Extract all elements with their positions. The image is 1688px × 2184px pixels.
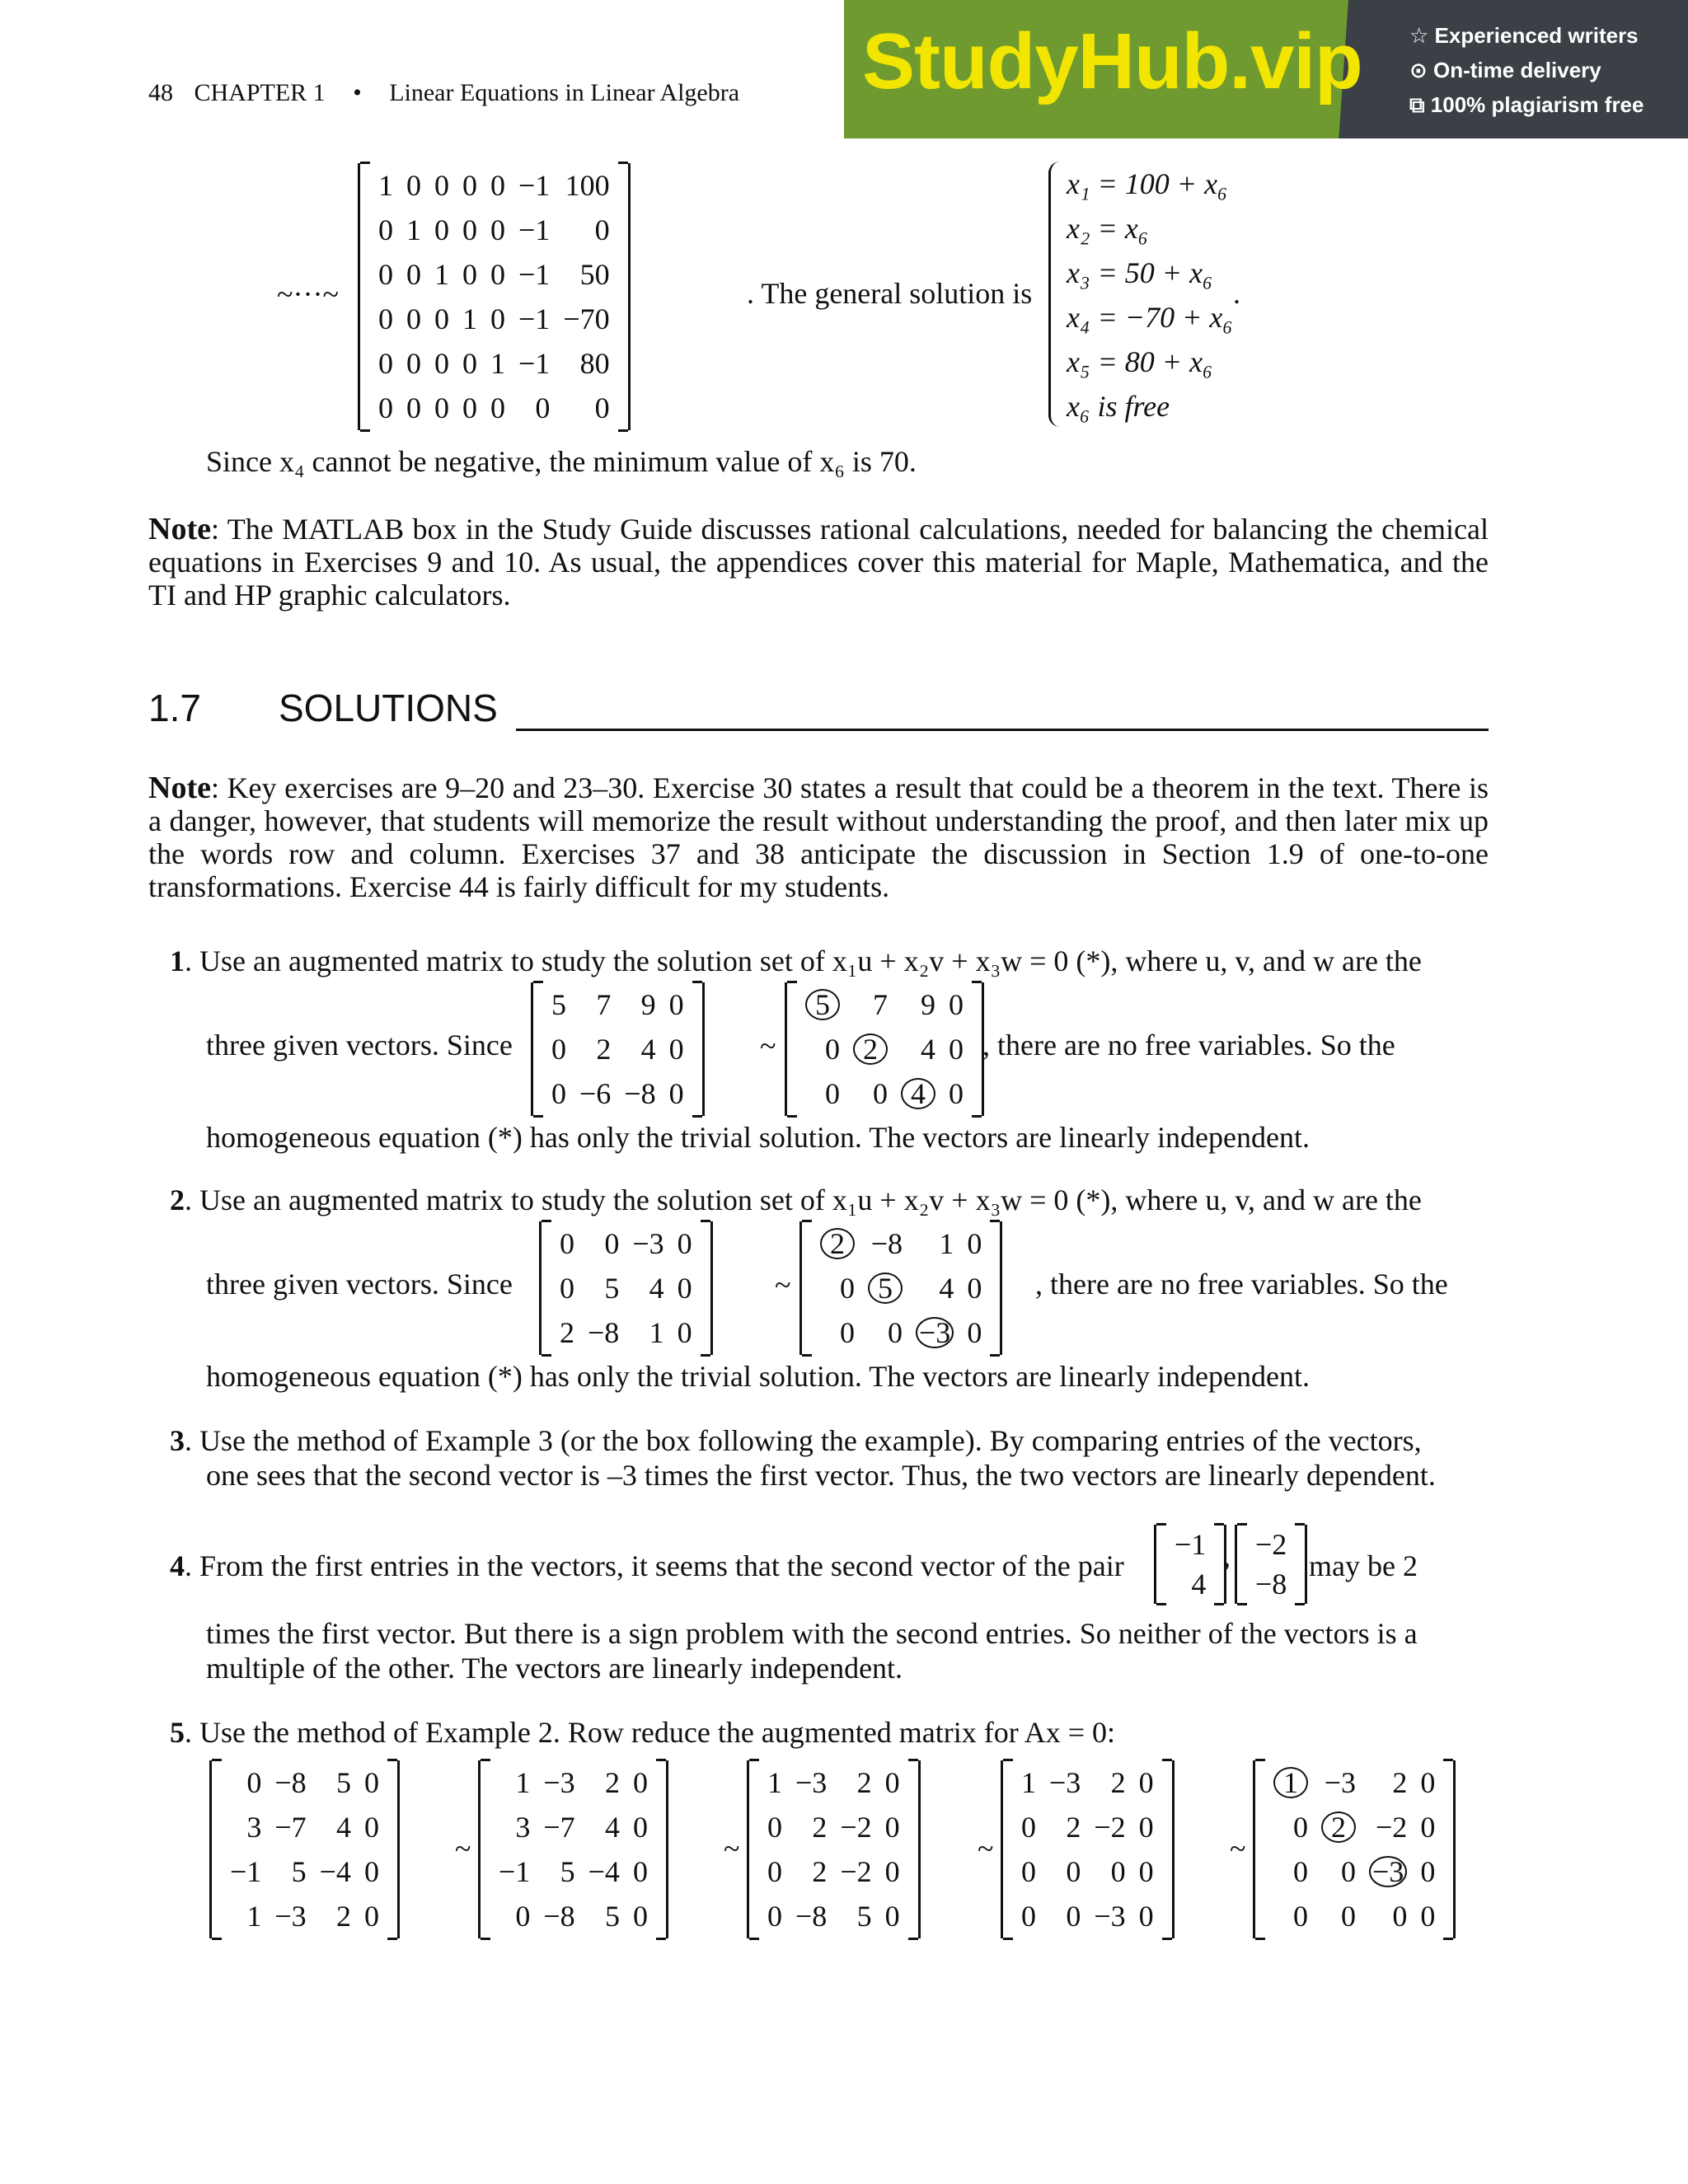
matrix-entry: 0 <box>767 1855 782 1888</box>
matrix-entry: 4 <box>335 1811 351 1844</box>
pivot-entry: −3 <box>1362 1849 1414 1894</box>
matrix-entry: 0 <box>462 347 477 380</box>
matrix-entry: 0 <box>1293 1900 1308 1933</box>
matrix-entry: 4 <box>604 1811 620 1844</box>
matrix-entry: 2 <box>560 1316 574 1349</box>
matrix-entry: −3 <box>1094 1900 1126 1933</box>
pivot-entry: 1 <box>1267 1760 1315 1805</box>
matrix-entry: 0 <box>434 302 449 335</box>
matrix-entry: 1 <box>246 1900 262 1933</box>
pivot-entry: 4 <box>894 1071 942 1116</box>
matrix-entry: −1 <box>518 347 551 380</box>
matrix-entry: 0 <box>1420 1900 1436 1933</box>
exercise-2-lead: three given vectors. Since <box>206 1268 513 1301</box>
matrix-entry: 0 <box>1138 1811 1154 1844</box>
matrix-entry: 0 <box>246 1766 262 1799</box>
matrix-entry: 0 <box>462 391 477 424</box>
matrix-entry: 0 <box>1021 1811 1036 1844</box>
solution-period: . <box>1233 277 1240 310</box>
exercise-4-line3: multiple of the other. The vectors are linearly independent. <box>206 1652 903 1685</box>
matrix-entry: 4 <box>921 1033 935 1066</box>
pivot-entry: 5 <box>799 982 846 1027</box>
matrix-entry: 4 <box>640 1033 656 1066</box>
tilde-symbol: ~ <box>724 1832 740 1865</box>
pivot-entry: 2 <box>846 1027 894 1071</box>
chapter-title: Linear Equations in Linear Algebra <box>389 79 740 106</box>
pivot-entry: 2 <box>1315 1805 1362 1849</box>
tilde-chain: ~···~ <box>277 278 339 311</box>
exercise-5-matrix-2 <box>478 1760 668 1938</box>
reduced-matrix <box>358 163 631 430</box>
exercise-1-conclusion: homogeneous equation (*) has only the trivial solution. The vectors are linearly independent. <box>206 1121 1310 1154</box>
general-solution-label: . The general solution is <box>747 277 1033 310</box>
matrix-entry: 0 <box>1110 1855 1126 1888</box>
exercise-number: 5 <box>170 1716 185 1749</box>
matrix-entry: 0 <box>668 1077 684 1110</box>
matrix-entry: −2 <box>1255 1528 1287 1561</box>
matrix-entry: −70 <box>563 302 610 335</box>
solution-line: x₂ = x₆ <box>1067 212 1149 245</box>
note-label: Note <box>148 512 211 546</box>
matrix-entry: −1 <box>518 258 551 291</box>
matrix-entry: 0 <box>1021 1855 1036 1888</box>
matrix-entry: 0 <box>1420 1811 1436 1844</box>
matrix-entry: 0 <box>490 169 505 202</box>
matrix-entry: 0 <box>560 1272 574 1305</box>
matrix-entry: 0 <box>949 988 964 1021</box>
matrix-entry: −2 <box>1376 1811 1408 1844</box>
matrix-entry: 2 <box>596 1033 612 1066</box>
matrix-entry: 4 <box>939 1272 954 1305</box>
exercise-number: 4 <box>170 1549 185 1582</box>
matrix-entry: −3 <box>795 1766 828 1799</box>
exercise-1-after: , there are no free variables. So the <box>982 1029 1395 1062</box>
exercise-5-matrix-3 <box>747 1760 921 1938</box>
matrix-entry: 0 <box>767 1811 782 1844</box>
matrix-entry: 1 <box>515 1766 531 1799</box>
matrix-entry: 1 <box>649 1316 664 1349</box>
tilde-symbol: ~ <box>978 1832 994 1865</box>
matrix-entry: −4 <box>319 1855 351 1888</box>
matrix-entry: 0 <box>884 1811 900 1844</box>
matrix-entry: 0 <box>378 391 393 424</box>
matrix-entry: 0 <box>677 1227 692 1260</box>
matrix-entry: 0 <box>434 213 449 246</box>
matrix-entry: 0 <box>434 347 449 380</box>
solution-brace <box>1048 162 1062 427</box>
matrix-entry: 0 <box>594 213 610 246</box>
exercise-2-conclusion: homogeneous equation (*) has only the trivial solution. The vectors are linearly independent. <box>206 1360 1310 1393</box>
matrix-entry: 0 <box>840 1316 855 1349</box>
exercise-5-matrix-4 <box>1001 1760 1175 1938</box>
matrix-entry: 2 <box>604 1766 620 1799</box>
tilde-symbol: ~ <box>1230 1832 1246 1865</box>
matrix-entry: −4 <box>588 1855 620 1888</box>
section-number: 1.7 <box>148 687 201 729</box>
matrix-entry: 0 <box>1138 1766 1154 1799</box>
matrix-entry: 2 <box>335 1900 351 1933</box>
page-number: 48 <box>148 79 173 106</box>
matrix-entry: 0 <box>604 1227 620 1260</box>
matrix-entry: 3 <box>246 1811 262 1844</box>
matrix-entry: −8 <box>543 1900 575 1933</box>
matrix-entry: 1 <box>490 347 505 380</box>
matrix-entry: 9 <box>921 988 935 1021</box>
matrix-entry: 0 <box>1066 1900 1081 1933</box>
matrix-entry: 2 <box>812 1855 828 1888</box>
matrix-entry: 4 <box>1191 1568 1207 1601</box>
matrix-entry: 4 <box>649 1272 664 1305</box>
matrix-entry: −1 <box>518 169 551 202</box>
feature-on-time-delivery: ⊙ On-time delivery <box>1409 58 1601 82</box>
exercise-4-after: may be 2 <box>1309 1549 1418 1582</box>
matrix-entry: −1 <box>518 302 551 335</box>
matrix-entry: −7 <box>274 1811 307 1844</box>
matrix-entry: 0 <box>490 258 505 291</box>
matrix-entry: 1 <box>767 1766 782 1799</box>
matrix-entry: 0 <box>873 1077 888 1110</box>
feature-plagiarism-free: ⧉ 100% plagiarism free <box>1409 92 1644 117</box>
exercise-2-matrix-b <box>799 1221 1002 1355</box>
matrix-entry: 0 <box>462 258 477 291</box>
matrix-entry: 0 <box>434 169 449 202</box>
exercise-number: 1 <box>170 944 185 977</box>
exercise-5-matrix-5 <box>1253 1760 1456 1938</box>
tilde-symbol: ~ <box>760 1029 776 1062</box>
matrix-entry: 1 <box>406 213 421 246</box>
matrix-entry: 7 <box>873 988 888 1021</box>
matrix-entry: 0 <box>363 1855 379 1888</box>
matrix-entry: 0 <box>363 1811 379 1844</box>
matrix-entry: −3 <box>543 1766 575 1799</box>
matrix-entry: 0 <box>1066 1855 1081 1888</box>
matrix-entry: 7 <box>596 988 612 1021</box>
matrix-entry: 2 <box>1392 1766 1408 1799</box>
matrix-entry: 0 <box>632 1766 648 1799</box>
exercise-1-matrix-a <box>531 982 705 1116</box>
matrix-entry: 1 <box>434 258 449 291</box>
vector-comma: , <box>1223 1540 1231 1572</box>
matrix-entry: 5 <box>335 1766 351 1799</box>
pivot-entry: 5 <box>861 1266 909 1310</box>
matrix-entry: 9 <box>640 988 656 1021</box>
matrix-entry: −2 <box>840 1855 872 1888</box>
matrix-entry: −3 <box>274 1900 307 1933</box>
matrix-entry: 0 <box>462 169 477 202</box>
solution-line: x₅ = 80 + x₆ <box>1067 345 1213 378</box>
matrix-entry: 0 <box>632 1900 648 1933</box>
matrix-entry: −3 <box>1324 1766 1356 1799</box>
matrix-entry: 1 <box>462 302 477 335</box>
matrix-entry: 80 <box>579 347 610 380</box>
matrix-entry: −8 <box>795 1900 828 1933</box>
matrix-entry: 5 <box>560 1855 575 1888</box>
solution-line: x₃ = 50 + x₆ <box>1067 256 1213 289</box>
matrix-entry: 0 <box>515 1900 531 1933</box>
matrix-entry: −8 <box>870 1227 903 1260</box>
matrix-entry: 0 <box>668 988 684 1021</box>
matrix-entry: 0 <box>677 1272 692 1305</box>
exercise-3-line1: 3. Use the method of Example 3 (or the box following the example). By comparing entries of the vectors, <box>170 1424 1422 1457</box>
matrix-entry: 0 <box>434 391 449 424</box>
matrix-entry: 0 <box>406 347 421 380</box>
matrix-entry: 0 <box>1293 1855 1308 1888</box>
matrix-entry: 0 <box>825 1077 840 1110</box>
matrix-entry: 0 <box>1420 1766 1436 1799</box>
matrix-entry: 0 <box>1341 1855 1356 1888</box>
matrix-entry: 0 <box>632 1811 648 1844</box>
matrix-entry: 0 <box>378 347 393 380</box>
matrix-entry: 1 <box>1021 1766 1036 1799</box>
exercise-2-line1: 2. Use an augmented matrix to study the solution set of x₁u + x₂v + x₃w = 0 (*), where u, v, and w are the <box>170 1183 1422 1216</box>
note-label: Note <box>148 771 211 805</box>
exercise-3-line2: one sees that the second vector is –3 times the first vector. Thus, the two vectors are linearly dependent. <box>206 1459 1436 1492</box>
since-statement: Since x₄ cannot be negative, the minimum value of x₆ is 70. <box>206 445 917 478</box>
exercise-4-vector-a <box>1154 1525 1226 1604</box>
matrix-entry: 0 <box>949 1077 964 1110</box>
exercise-number: 2 <box>170 1183 185 1216</box>
matrix-entry: 0 <box>406 169 421 202</box>
pivot-entry: 2 <box>814 1221 861 1266</box>
matrix-entry: 5 <box>604 1900 620 1933</box>
matrix-entry: 0 <box>462 213 477 246</box>
note-text: : The MATLAB box in the Study Guide discusses rational calculations, needed for balancing the chemical equations in Exercises 9 and 10. As usual, the appendices cover this material for Maple, Mathematica, and the TI and HP graphic calculators. <box>148 513 1489 612</box>
general-solution <box>1067 162 1233 429</box>
studyhub-banner[interactable] <box>844 0 1688 138</box>
matrix-entry: 0 <box>1138 1855 1154 1888</box>
matrix-entry: 0 <box>888 1316 903 1349</box>
feature-experienced-writers: ☆ Experienced writers <box>1409 23 1639 48</box>
tilde-symbol: ~ <box>775 1268 791 1301</box>
matrix-entry: 0 <box>1138 1900 1154 1933</box>
solution-line: x₆ is free <box>1067 390 1170 423</box>
solution-line: x₄ = −70 + x₆ <box>1067 301 1233 334</box>
chapter-label: CHAPTER 1 <box>194 79 326 106</box>
matrix-entry: 0 <box>406 302 421 335</box>
matrix-entry: 0 <box>884 1855 900 1888</box>
exercise-5-line1: 5. Use the method of Example 2. Row reduce the augmented matrix for Ax = 0: <box>170 1716 1116 1749</box>
matrix-entry: 0 <box>840 1272 855 1305</box>
matrix-entry: 0 <box>363 1766 379 1799</box>
matrix-entry: 0 <box>490 391 505 424</box>
matrix-entry: 0 <box>535 391 551 424</box>
matrix-entry: 0 <box>363 1900 379 1933</box>
matrix-entry: −1 <box>499 1855 531 1888</box>
matrix-entry: 0 <box>949 1033 964 1066</box>
matrix-entry: 50 <box>579 258 610 291</box>
section-rule <box>516 729 1489 731</box>
matrix-entry: −3 <box>1049 1766 1081 1799</box>
matrix-entry: −3 <box>632 1227 664 1260</box>
matrix-entry: −1 <box>518 213 551 246</box>
matrix-entry: 1 <box>378 169 393 202</box>
solution-line: x₁ = 100 + x₆ <box>1067 167 1228 200</box>
matrix-entry: 2 <box>1066 1811 1081 1844</box>
exercise-1-line1: 1. Use an augmented matrix to study the solution set of x₁u + x₂v + x₃w = 0 (*), where u, v, and w are the <box>170 944 1422 977</box>
matrix-entry: −8 <box>588 1316 620 1349</box>
matrix-entry: 0 <box>378 302 393 335</box>
matrix-entry: −8 <box>274 1766 307 1799</box>
matrix-entry: −8 <box>1255 1568 1287 1601</box>
matrix-entry: 2 <box>856 1766 872 1799</box>
matrix-entry: 0 <box>1021 1900 1036 1933</box>
exercise-5-matrix-1 <box>209 1760 400 1938</box>
matrix-entry: 0 <box>1341 1900 1356 1933</box>
matrix-entry: 2 <box>812 1811 828 1844</box>
matrix-entry: −7 <box>543 1811 575 1844</box>
matrix-entry: 0 <box>967 1272 982 1305</box>
matrix-entry: 0 <box>632 1855 648 1888</box>
section-title: SOLUTIONS <box>279 687 498 729</box>
note-text: : Key exercises are 9–20 and 23–30. Exercise 30 states a result that could be a theorem in the text. There is a danger, however, that students will memorize the result without understanding the proof, and then later mix up the words row and column. Exercises 37 and 38 anticipate the discussion in Section 1.9 of one-to-one transformations. Exercise 44 is fairly difficult for my students. <box>148 771 1489 903</box>
note-matlab <box>148 513 1489 612</box>
matrix-entry: 0 <box>967 1316 982 1349</box>
matrix-entry: 0 <box>490 302 505 335</box>
matrix-entry: 0 <box>490 213 505 246</box>
matrix-entry: −8 <box>624 1077 656 1110</box>
running-header <box>148 79 739 107</box>
matrix-entry: −6 <box>579 1077 612 1110</box>
note-key-exercises <box>148 771 1489 903</box>
matrix-entry: 2 <box>1110 1766 1126 1799</box>
matrix-entry: 0 <box>406 391 421 424</box>
matrix-entry: 0 <box>1420 1855 1436 1888</box>
exercise-2-matrix-a <box>539 1221 713 1355</box>
exercise-1-matrix-b <box>785 982 984 1116</box>
matrix-entry: 5 <box>604 1272 620 1305</box>
exercise-4-line1: 4. From the first entries in the vectors, it seems that the second vector of the pair <box>170 1549 1124 1582</box>
matrix-entry: 0 <box>1392 1900 1408 1933</box>
header-bullet: • <box>353 79 362 106</box>
matrix-entry: 0 <box>884 1900 900 1933</box>
matrix-entry: 0 <box>967 1227 982 1260</box>
exercise-2-after: , there are no free variables. So the <box>1035 1268 1448 1301</box>
matrix-entry: 3 <box>515 1811 531 1844</box>
matrix-entry: 0 <box>406 258 421 291</box>
matrix-entry: 0 <box>594 391 610 424</box>
pivot-entry: −3 <box>909 1310 960 1355</box>
tilde-symbol: ~ <box>455 1832 471 1865</box>
matrix-entry: 5 <box>291 1855 307 1888</box>
matrix-entry: 5 <box>856 1900 872 1933</box>
matrix-entry: 0 <box>378 213 393 246</box>
matrix-entry: 0 <box>378 258 393 291</box>
matrix-entry: −1 <box>230 1855 262 1888</box>
matrix-entry: 0 <box>1293 1811 1308 1844</box>
matrix-entry: −1 <box>1175 1528 1207 1561</box>
exercise-1-lead: three given vectors. Since <box>206 1029 513 1062</box>
matrix-entry: 0 <box>767 1900 782 1933</box>
matrix-entry: 0 <box>560 1227 574 1260</box>
studyhub-logo[interactable]: StudyHub.vip <box>862 17 1362 105</box>
exercise-number: 3 <box>170 1424 185 1457</box>
matrix-entry: 0 <box>884 1766 900 1799</box>
matrix-entry: 1 <box>939 1227 954 1260</box>
matrix-entry: 0 <box>551 1033 566 1066</box>
matrix-entry: 5 <box>551 988 566 1021</box>
matrix-entry: −2 <box>840 1811 872 1844</box>
exercise-4-vector-b <box>1235 1525 1307 1604</box>
matrix-entry: 100 <box>565 169 610 202</box>
matrix-entry: 0 <box>825 1033 840 1066</box>
matrix-entry: −2 <box>1094 1811 1126 1844</box>
matrix-entry: 0 <box>551 1077 566 1110</box>
matrix-entry: 0 <box>677 1316 692 1349</box>
matrix-entry: 0 <box>668 1033 684 1066</box>
exercise-4-line2: times the first vector. But there is a sign problem with the second entries. So neither of the vectors is a <box>206 1617 1418 1650</box>
